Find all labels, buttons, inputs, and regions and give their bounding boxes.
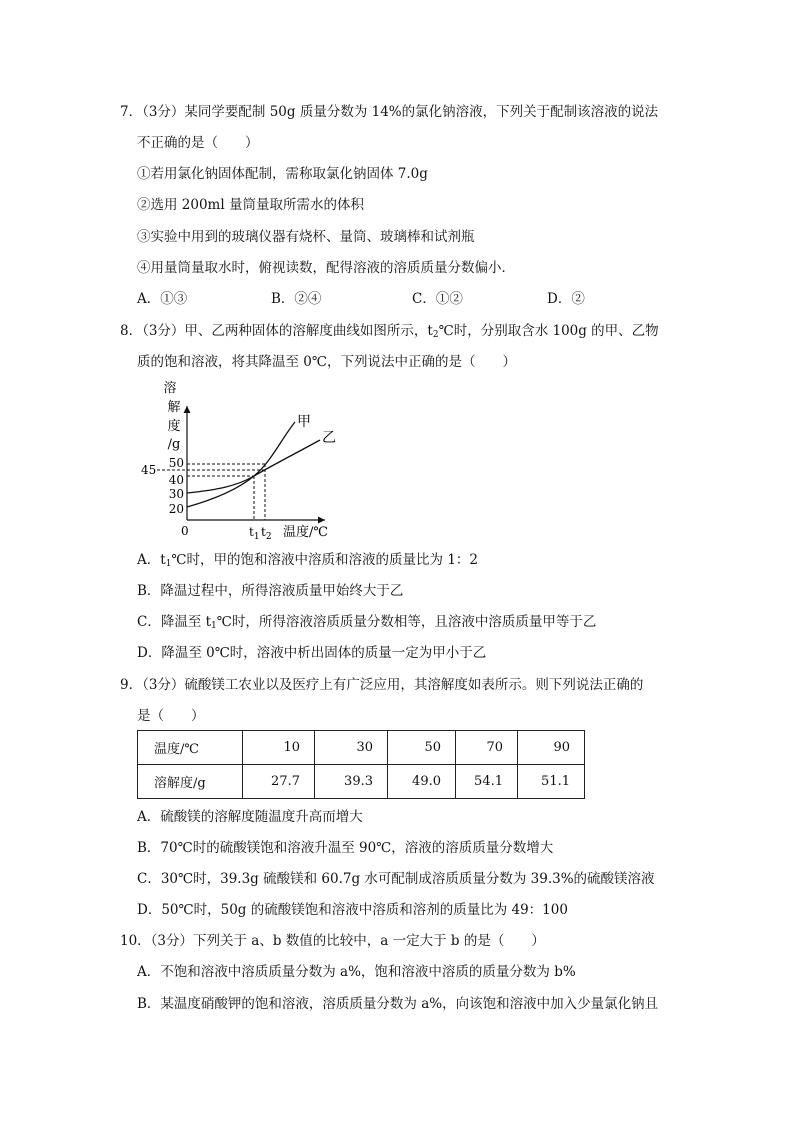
q7-statement-3: ③实验中用到的玻璃仪器有烧杯、量筒、玻璃棒和试剂瓶 bbox=[137, 229, 475, 245]
table-cell: 54.1 bbox=[456, 765, 518, 799]
table-cell: 30 bbox=[315, 731, 388, 765]
x-tick-t2: $t_2$ bbox=[261, 525, 272, 542]
y-tick-40: 40 bbox=[168, 473, 184, 487]
table-row bbox=[138, 765, 585, 799]
q10-option-a[interactable]: A．不饱和溶液中溶质质量分数为 a%，饱和溶液中溶质的质量分数为 b% bbox=[137, 964, 576, 980]
y-tick-20: 20 bbox=[168, 502, 184, 516]
origin-label: 0 bbox=[181, 524, 189, 538]
q9-stem-line1: 9．（3分）硫酸镁工农业以及医疗上有广泛应用，其溶解度如表所示。则下列说法正确的 bbox=[120, 677, 644, 693]
table-row bbox=[138, 731, 585, 765]
q9-option-b[interactable]: B．70℃时的硫酸镁饱和溶液升温至 90℃，溶液的溶质质量分数增大 bbox=[137, 840, 554, 856]
q7-option-b[interactable]: B．②④ bbox=[271, 291, 322, 307]
table-cell: 39.3 bbox=[315, 765, 388, 799]
q8-option-a[interactable]: A．$t_1℃$时，甲的饱和溶液中溶质和溶液的质量比为 1：2 bbox=[137, 552, 478, 569]
table-cell: 90 bbox=[518, 731, 585, 765]
y-axis-label-1: 溶 bbox=[163, 381, 177, 396]
curve-label-jia: 甲 bbox=[297, 414, 311, 430]
table-cell: 27.7 bbox=[243, 765, 315, 799]
y-marker-45: 45 bbox=[141, 463, 157, 477]
table-cell: 10 bbox=[243, 731, 315, 765]
y-axis-label-2: 解 bbox=[167, 400, 181, 415]
curve-yi bbox=[187, 440, 320, 493]
q8-stem-line2: 质的饱和溶液，将其降温至 0℃，下列说法中正确的是（ ） bbox=[137, 354, 516, 370]
q7-statement-4: ④用量筒量取水时，俯视读数，配得溶液的溶质质量分数偏小． bbox=[137, 260, 515, 276]
q8-stem-line1: 8．（3分）甲、乙两种固体的溶解度曲线如图所示，$t_2℃$时，分别取含水 100g 的甲、乙物 bbox=[120, 323, 659, 340]
q7-statement-2: ②选用 200ml 量筒量取所需水的体积 bbox=[137, 197, 364, 213]
curve-label-yi: 乙 bbox=[322, 430, 336, 446]
q10-stem: 10．（3分）下列关于 a、b 数值的比较中，a 一定大于 b 的是（ ） bbox=[120, 933, 545, 949]
q9-stem-line2: 是（ ） bbox=[137, 708, 205, 724]
table-cell: 49.0 bbox=[388, 765, 456, 799]
q7-stem-line1: 7．（3分）某同学要配制 50g 质量分数为 14%的氯化钠溶液，下列关于配制该溶液的说法 bbox=[120, 104, 659, 120]
y-tick-30: 30 bbox=[168, 487, 184, 501]
q8-option-d[interactable]: D．降温至 0℃时，溶液中析出固体的质量一定为甲小于乙 bbox=[137, 645, 487, 661]
q7-option-a[interactable]: A．①③ bbox=[137, 291, 188, 307]
q9-option-c[interactable]: C．30℃时，39.3g 硫酸镁和 60.7g 水可配制成溶质质量分数为 39.3%的硫酸镁溶液 bbox=[137, 871, 655, 887]
table-row-header: 温度/℃ bbox=[138, 731, 243, 765]
q10-option-b[interactable]: B．某温度硝酸钾的饱和溶液，溶质质量分数为 a%，向该饱和溶液中加入少量氯化钠且 bbox=[137, 996, 659, 1012]
x-tick-t1: $t_1$ bbox=[249, 525, 260, 542]
solubility-curve-graph bbox=[137, 378, 352, 544]
q7-statement-1: ①若用氯化钠固体配制，需称取氯化钠固体 7.0g bbox=[137, 166, 428, 182]
q8-option-b[interactable]: B．降温过程中，所得溶液质量甲始终大于乙 bbox=[137, 583, 404, 599]
y-tick-50: 50 bbox=[168, 456, 184, 470]
solubility-table bbox=[137, 730, 585, 799]
table-cell: 50 bbox=[388, 731, 456, 765]
y-axis-label-3: 度 bbox=[167, 419, 181, 434]
table-row-header: 溶解度/g bbox=[138, 765, 243, 799]
q9-option-d[interactable]: D．50℃时，50g 的硫酸镁饱和溶液中溶质和溶剂的质量比为 49：100 bbox=[137, 902, 568, 918]
y-axis-label-4: /g bbox=[167, 437, 181, 452]
q8-option-c[interactable]: C．降温至 $t_1℃$时，所得溶液溶质质量分数相等，且溶液中溶质质量甲等于乙 bbox=[137, 614, 597, 631]
table-cell: 70 bbox=[456, 731, 518, 765]
q7-option-c[interactable]: C．①② bbox=[412, 291, 463, 307]
q7-stem-line2: 不正确的是（ ） bbox=[137, 135, 259, 151]
x-axis-label: 温度/℃ bbox=[283, 525, 328, 540]
table-cell: 51.1 bbox=[518, 765, 585, 799]
q7-option-d[interactable]: D．② bbox=[547, 291, 585, 307]
q9-option-a[interactable]: A．硫酸镁的溶解度随温度升高而增大 bbox=[137, 809, 363, 825]
